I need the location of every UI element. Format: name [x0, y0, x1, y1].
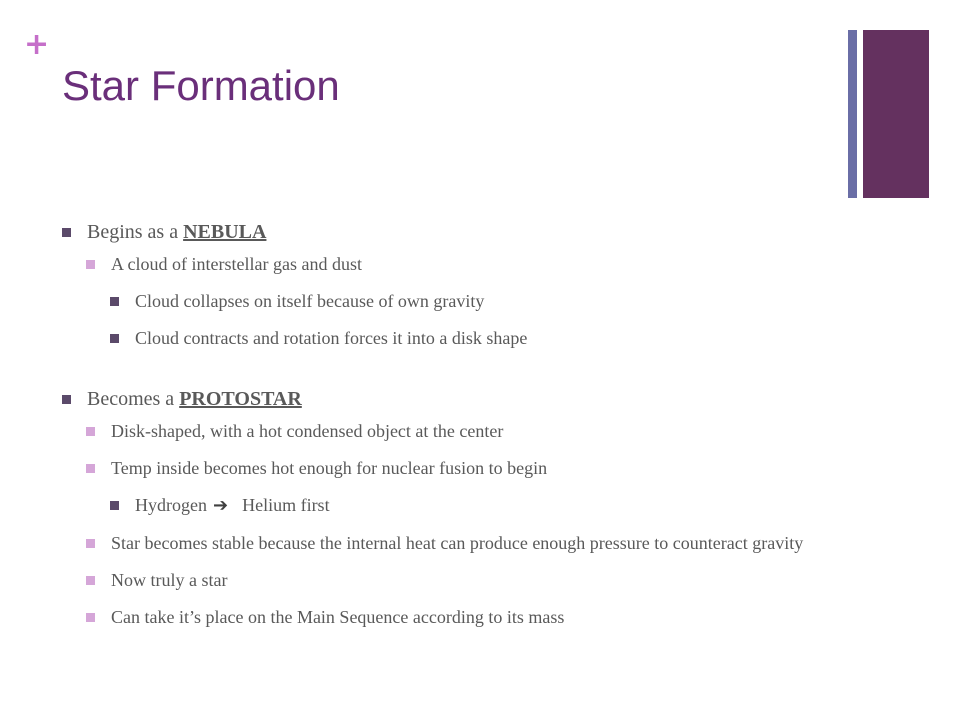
fusion-from: Hydrogen	[135, 495, 207, 515]
bullet-list	[62, 383, 832, 629]
bullet-text: Begins as a	[87, 221, 184, 243]
bullet-list	[62, 216, 832, 350]
sub-bullet	[86, 252, 832, 276]
sub-bullet-text: Can take it’s place on the Main Sequence according to its mass	[111, 607, 565, 627]
keyword-nebula: NEBULA	[183, 221, 267, 243]
plus-icon: +	[24, 27, 50, 62]
bullet-protostar	[62, 383, 832, 415]
right-arrow-icon: ➔	[212, 495, 229, 516]
sub-bullet	[86, 568, 832, 592]
sub-bullet	[86, 419, 832, 443]
subsub-bullet	[110, 326, 832, 350]
accent-bar-thin	[848, 30, 857, 198]
sub-bullet-text: Star becomes stable because the internal heat can produce enough pressure to counteract gravity	[111, 533, 804, 553]
sub-bullet-text: Temp inside becomes hot enough for nuclear fusion to begin	[111, 458, 548, 478]
sub-bullet	[86, 531, 832, 555]
bullet-nebula	[62, 216, 832, 248]
fusion-to: Helium first	[242, 495, 330, 515]
subsub-bullet	[110, 289, 832, 313]
sub-bullet	[86, 605, 832, 629]
slide-content	[62, 216, 832, 642]
bullet-text: Becomes a	[87, 388, 180, 410]
keyword-protostar: PROTOSTAR	[179, 388, 302, 410]
accent-bar-thick	[863, 30, 929, 198]
sub-bullet-text: Now truly a star	[111, 570, 228, 590]
sub-bullet	[86, 456, 832, 480]
sub-bullet-text: A cloud of interstellar gas and dust	[111, 254, 362, 274]
sub-bullet-text: Disk-shaped, with a hot condensed object at the center	[111, 421, 504, 441]
subsub-bullet-text: Cloud collapses on itself because of own gravity	[135, 291, 485, 311]
subsub-bullet-fusion	[110, 493, 832, 518]
slide-title: Star Formation	[62, 62, 340, 109]
subsub-bullet-text: Cloud contracts and rotation forces it into a disk shape	[135, 328, 528, 348]
